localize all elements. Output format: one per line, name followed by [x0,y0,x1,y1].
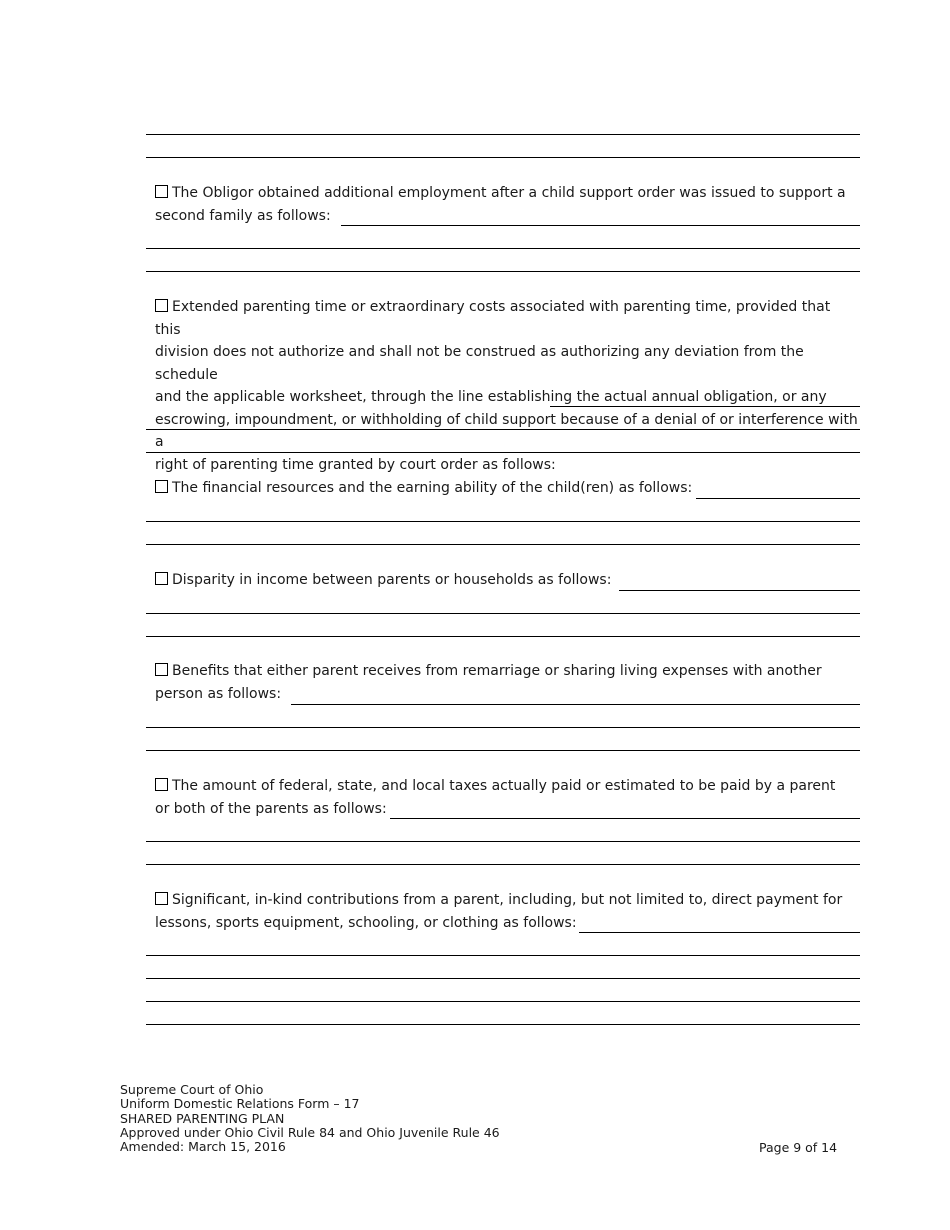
writing-line[interactable] [146,636,860,637]
checkbox-item-extended-parenting-time [155,296,860,476]
page-footer [120,1083,500,1154]
answer-line[interactable] [579,932,860,933]
checkbox-item-remarriage-benefits [155,660,860,705]
checkbox-item-additional-employment [155,182,860,227]
writing-line[interactable] [146,750,860,751]
writing-line[interactable] [146,271,860,272]
item-text: and the applicable worksheet, through the line establishing the actual annual obligation, or any [155,389,827,405]
checkbox-item-financial-resources [155,477,860,500]
item-text: lessons, sports equipment, schooling, or clothing as follows: [155,914,577,931]
writing-line[interactable] [146,157,860,158]
checkbox[interactable] [155,480,168,493]
writing-line[interactable] [146,1024,860,1025]
item-text: The amount of federal, state, and local taxes actually paid or estimated to be paid by a parent [172,778,836,794]
item-text: The financial resources and the earning ability of the child(ren) as follows: [172,480,693,496]
writing-line[interactable] [146,521,860,522]
writing-line[interactable] [146,1001,860,1002]
checkbox-item-taxes [155,775,860,820]
footer-court: Supreme Court of Ohio [120,1082,264,1097]
item-text: division does not authorize and shall not be construed as authorizing any deviation from the schedule [155,344,804,383]
writing-line[interactable] [146,955,860,956]
checkbox-item-in-kind-contributions [155,889,860,934]
item-text: Significant, in-kind contributions from a parent, including, but not limited to, direct payment for [172,892,843,908]
checkbox[interactable] [155,185,168,198]
answer-line[interactable] [291,704,860,705]
answer-line[interactable] [696,498,860,499]
writing-line[interactable] [146,248,860,249]
answer-line[interactable] [390,818,860,819]
answer-line[interactable] [619,590,860,591]
writing-line[interactable] [146,134,860,135]
page-number: Page 9 of 14 [759,1140,838,1155]
writing-line[interactable] [146,978,860,979]
footer-amended-date: Amended: March 15, 2016 [120,1139,286,1155]
checkbox[interactable] [155,572,168,585]
item-text: person as follows: [155,685,282,702]
item-text: Benefits that either parent receives from remarriage or sharing living expenses with another [172,663,822,679]
writing-line[interactable] [146,429,860,430]
footer-form-number: Uniform Domestic Relations Form – 17 [120,1096,360,1112]
checkbox-item-income-disparity [155,569,860,592]
writing-line[interactable] [146,613,860,614]
writing-line[interactable] [146,841,860,842]
item-text: Disparity in income between parents or households as follows: [172,572,612,588]
item-text: The Obligor obtained additional employment after a child support order was issued to support a [172,185,846,201]
checkbox[interactable] [155,892,168,905]
footer-form-title: SHARED PARENTING PLAN [120,1110,285,1126]
answer-line[interactable] [550,406,860,407]
writing-line[interactable] [146,727,860,728]
writing-line[interactable] [146,864,860,865]
item-text: Extended parenting time or extraordinary costs associated with parenting time, provided that this [155,299,831,338]
checkbox[interactable] [155,663,168,676]
footer-approval: Approved under Ohio Civil Rule 84 and Ohio Juvenile Rule 46 [120,1124,500,1140]
writing-line[interactable] [146,544,860,545]
answer-line[interactable] [341,225,860,226]
checkbox[interactable] [155,778,168,791]
item-text: second family as follows: [155,207,331,224]
item-text: or both of the parents as follows: [155,800,387,817]
writing-line[interactable] [146,452,860,453]
item-text: right of parenting time granted by court order as follows: [155,456,556,473]
item-text: escrowing, impoundment, or withholding of child support because of a denial of or interference with a [155,411,858,450]
checkbox[interactable] [155,299,168,312]
